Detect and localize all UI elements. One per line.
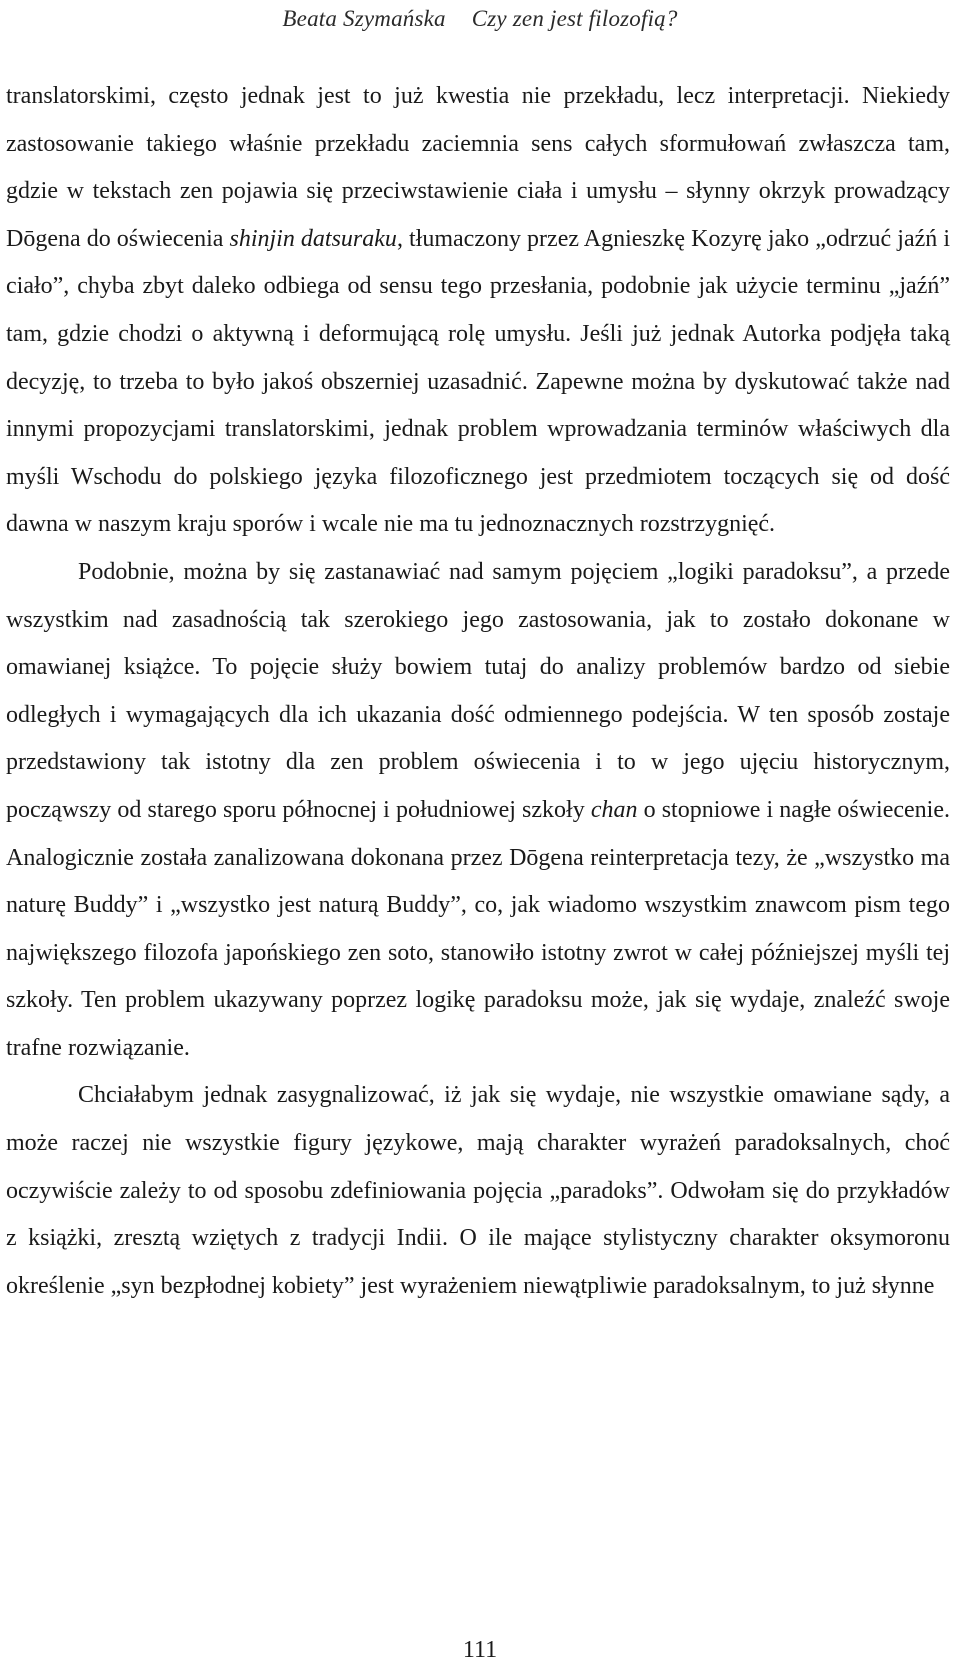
body-text [6, 73, 950, 1310]
paragraph-2-text-1: Podobnie, można by się zastanawiać nad samym pojęciem „logiki paradoksu”, a przede wszystkim nad zasadnością tak szerokiego jego zastosowania, jak to zostało dokonane w omawianej książce. To pojęcie służy bowiem tutaj do analizy problemów bardzo od siebie odległych i wymagających dla ich ukazania dość odmiennego podejścia. W ten sposób zostaje przedstawiony tak istotny dla zen problem oświecenia i to w jego ujęciu historycznym, począwszy od starego sporu północnej i południowej szkoły [6, 558, 950, 823]
paragraph-2-text-2: o stopniowe i nagłe oświecenie. Analogicznie została zanalizowana dokonana przez Dōgena reinterpretacja tezy, że „wszystko ma naturę Buddy” i „wszystko jest naturą Buddy”, co, jak wiadomo wszystkim znawcom pism tego największego filozofa japońskiego zen soto, stanowiło istotny zwrot w całej późniejszej myśli tej szkoły. Ten problem ukazywany poprzez logikę paradoksu może, jak się wydaje, znaleźć swoje trafne rozwiązanie. [6, 796, 950, 1061]
paragraph-1 [6, 73, 950, 549]
paragraph-1-text-2: , tłumaczony przez Agnieszkę Kozyrę jako „odrzuć jaźń i ciało”, chyba zbyt daleko odbiega od sensu tego przesłania, podobnie jak użycie terminu „jaźń” tam, gdzie chodzi o aktywną i deformującą rolę umysłu. Jeśli już jednak Autorka podjęła taką decyzję, to trzeba to było jakoś obszerniej uzasadnić. Zapewne można by dyskutować także nad innymi propozycjami translatorskimi, jednak problem wprowadzania terminów właściwych dla myśli Wschodu do polskiego języka filozoficznego jest przedmiotem toczących się od dość dawna w naszym kraju sporów i wcale nie ma tu jednoznacznych rozstrzygnięć. [6, 225, 951, 538]
paragraph-3 [6, 1072, 950, 1310]
paragraph-2 [6, 549, 950, 1073]
paragraph-1-term-shinjin-datsuraku: shinjin datsuraku [229, 225, 397, 252]
paragraph-3-text-1: Chciałabym jednak zasygnalizować, iż jak się wydaje, nie wszystkie omawiane sądy, a może raczej nie wszystkie figury językowe, mają charakter wyrażeń paradoksalnych, choć oczywiście zależy to od sposobu zdefiniowania pojęcia „paradoks”. Odwołam się do przykładów z książki, zresztą wziętych z tradycji Indii. O ile mające stylistyczny charakter oksymoronu określenie „syn bezpłodnej kobiety” jest wyrażeniem niewątpliwie paradoksalnym, to już słynne [6, 1082, 950, 1299]
paragraph-1-text-1: translatorskimi, często jednak jest to już kwestia nie przekładu, lecz interpretacji. Niekiedy zastosowanie takiego właśnie przekładu zaciemnia sens całych sformułowań zwłaszcza tam, gdzie w tekstach zen pojawia się przeciwstawienie ciała i umysłu – słynny okrzyk prowadzący Dōgena do oświecenia [6, 83, 950, 252]
running-header [0, 6, 960, 32]
header-title: Czy zen jest filozofią? [471, 6, 678, 31]
paragraph-2-term-chan: chan [590, 796, 638, 823]
page-number: 111 [462, 1637, 498, 1663]
header-author: Beata Szymańska [282, 6, 446, 31]
